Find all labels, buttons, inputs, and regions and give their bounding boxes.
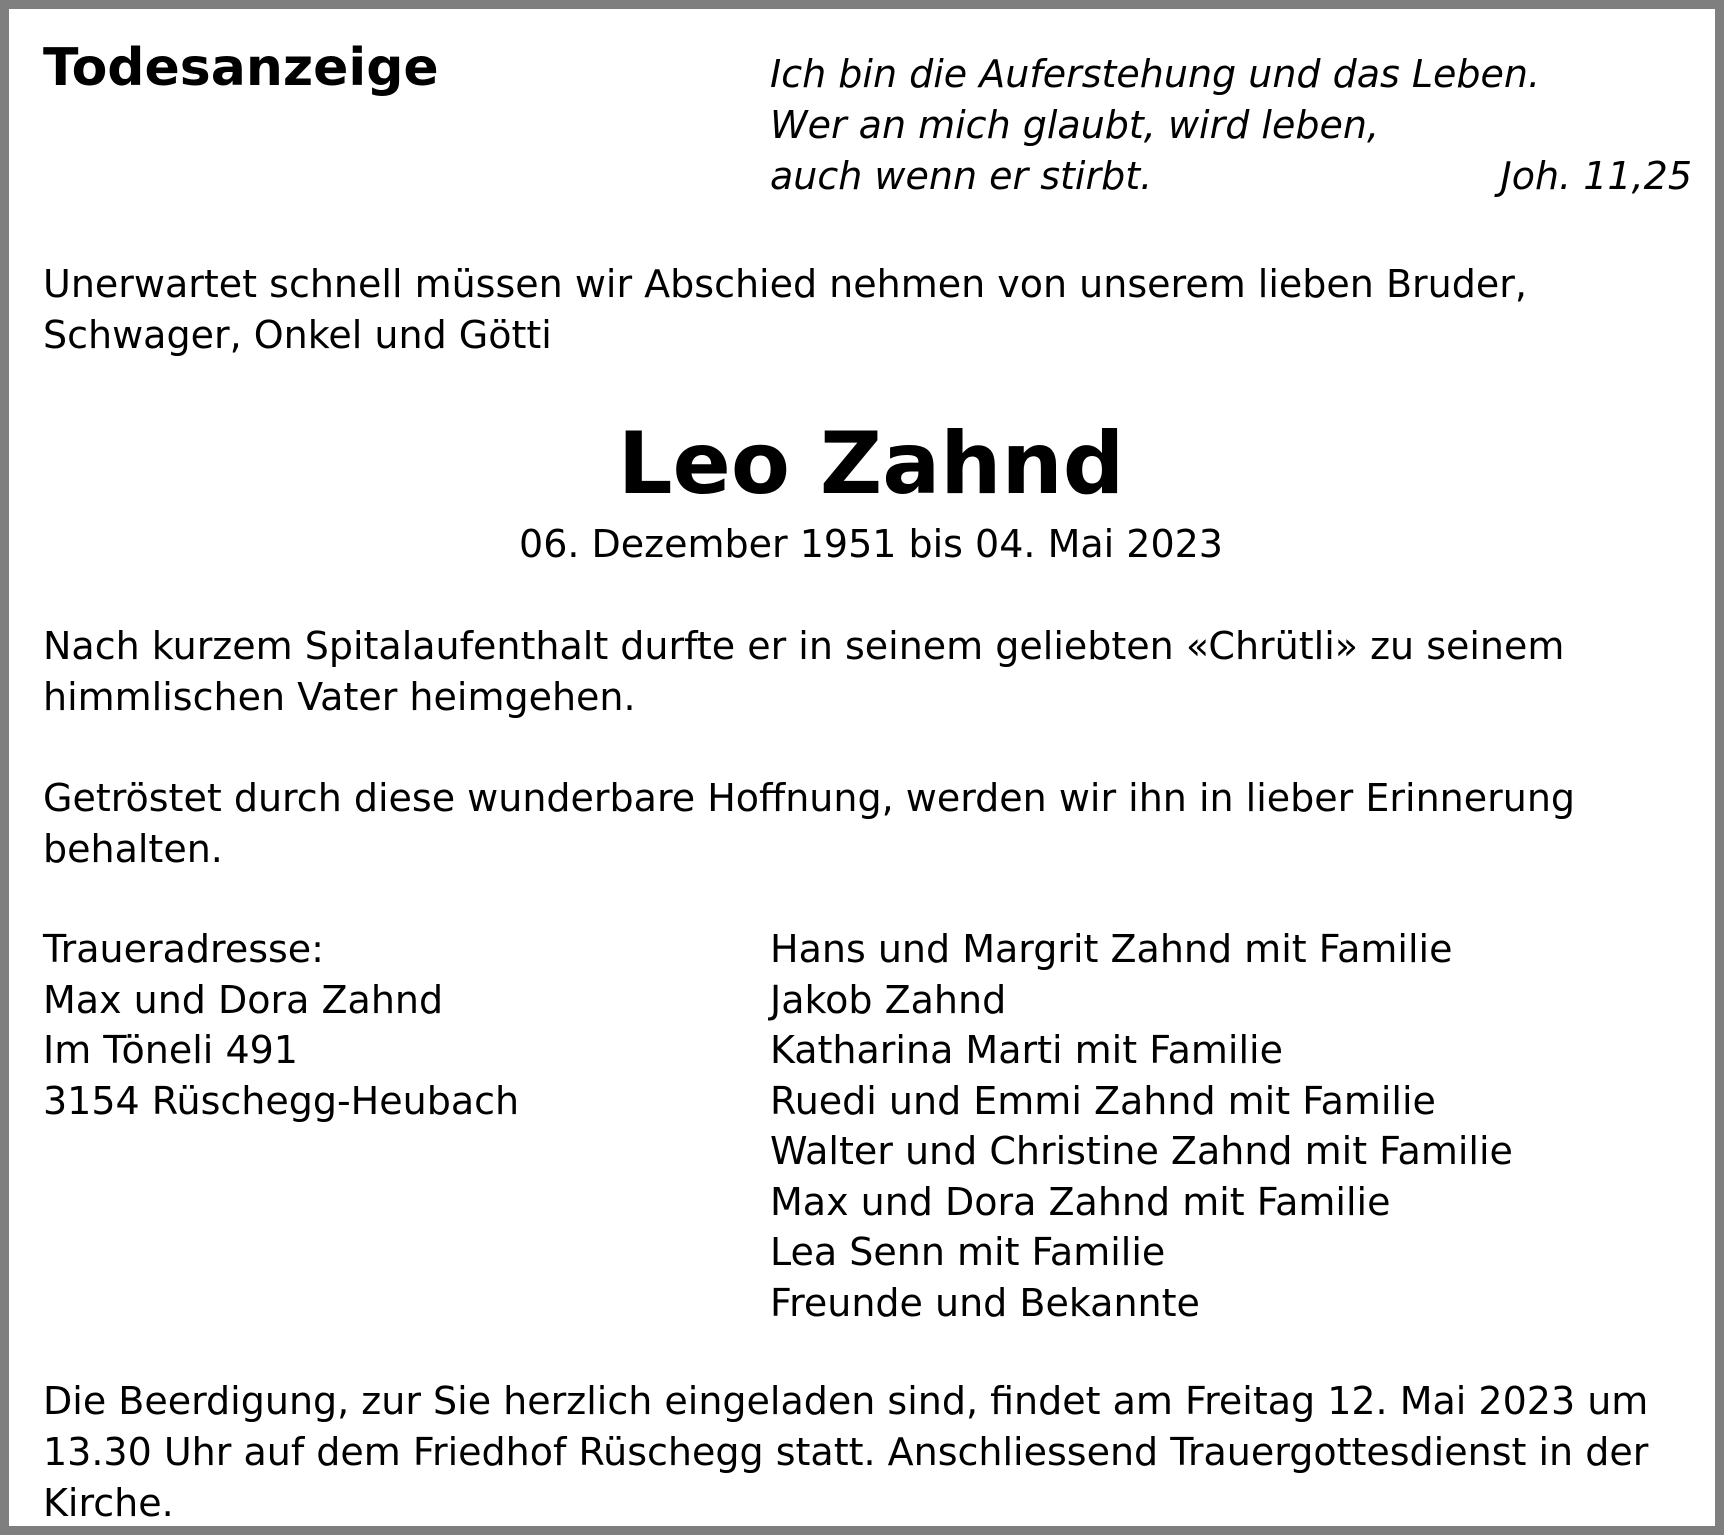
funeral-details (43, 1376, 1693, 1529)
paragraph-line: Nach kurzem Spitalaufenthalt durfte er in seinem geliebten «Chrütli» zu seinem (43, 624, 1565, 668)
paragraph-hope (43, 773, 1693, 875)
address-line: Im Töneli 491 (43, 1028, 298, 1072)
paragraph-line: himmlischen Vater heimgehen. (43, 675, 636, 719)
bible-verse (770, 49, 1692, 202)
mourning-address (43, 924, 519, 1126)
intro-line: Schwager, Onkel und Götti (43, 313, 552, 357)
address-line: Max und Dora Zahnd (43, 977, 444, 1022)
mourner-item: Freunde und Bekannte (770, 1280, 1200, 1325)
funeral-line: 13.30 Uhr auf dem Friedhof Rüschegg statt. Anschliessend Trauergottesdienst in der (43, 1430, 1649, 1474)
mourners-list (770, 924, 1513, 1328)
verse-reference: Joh. 11,25 (1500, 154, 1692, 198)
life-dates: 06. Dezember 1951 bis 04. Mai 2023 (519, 522, 1223, 566)
intro-line: Unerwartet schnell müssen wir Abschied nehmen von unserem lieben Bruder, (43, 262, 1527, 306)
mourner-item: Katharina Marti mit Familie (770, 1028, 1283, 1072)
paragraph-line: Getröstet durch diese wunderbare Hoffnung, werden wir ihn in lieber Erinnerung (43, 776, 1576, 820)
intro-text (43, 259, 1693, 361)
paragraph-line: behalten. (43, 827, 223, 871)
page-title: Todesanzeige (43, 38, 439, 98)
verse-line: auch wenn er stirbt. (770, 154, 1153, 198)
mourner-item: Walter und Christine Zahnd mit Familie (770, 1129, 1513, 1173)
mourner-item: Hans und Margrit Zahnd mit Familie (770, 927, 1453, 971)
mourner-item: Ruedi und Emmi Zahnd mit Familie (770, 1078, 1436, 1123)
verse-line: Ich bin die Auferstehung und das Leben. (770, 52, 1541, 96)
deceased-name: Leo Zahnd (617, 414, 1125, 514)
paragraph-passing (43, 621, 1693, 723)
mourner-item: Lea Senn mit Familie (770, 1230, 1166, 1274)
funeral-line: Die Beerdigung, zur Sie herzlich eingeladen sind, findet am Freitag 12. Mai 2023 um (43, 1379, 1649, 1423)
mourner-item: Jakob Zahnd (770, 977, 1007, 1022)
address-label: Traueradresse: (43, 927, 324, 971)
mourner-item: Max und Dora Zahnd mit Familie (770, 1179, 1391, 1224)
funeral-line: Kirche. (43, 1481, 174, 1525)
address-line: 3154 Rüschegg-Heubach (43, 1078, 520, 1123)
verse-line: Wer an mich glaubt, wird leben, (770, 103, 1380, 147)
